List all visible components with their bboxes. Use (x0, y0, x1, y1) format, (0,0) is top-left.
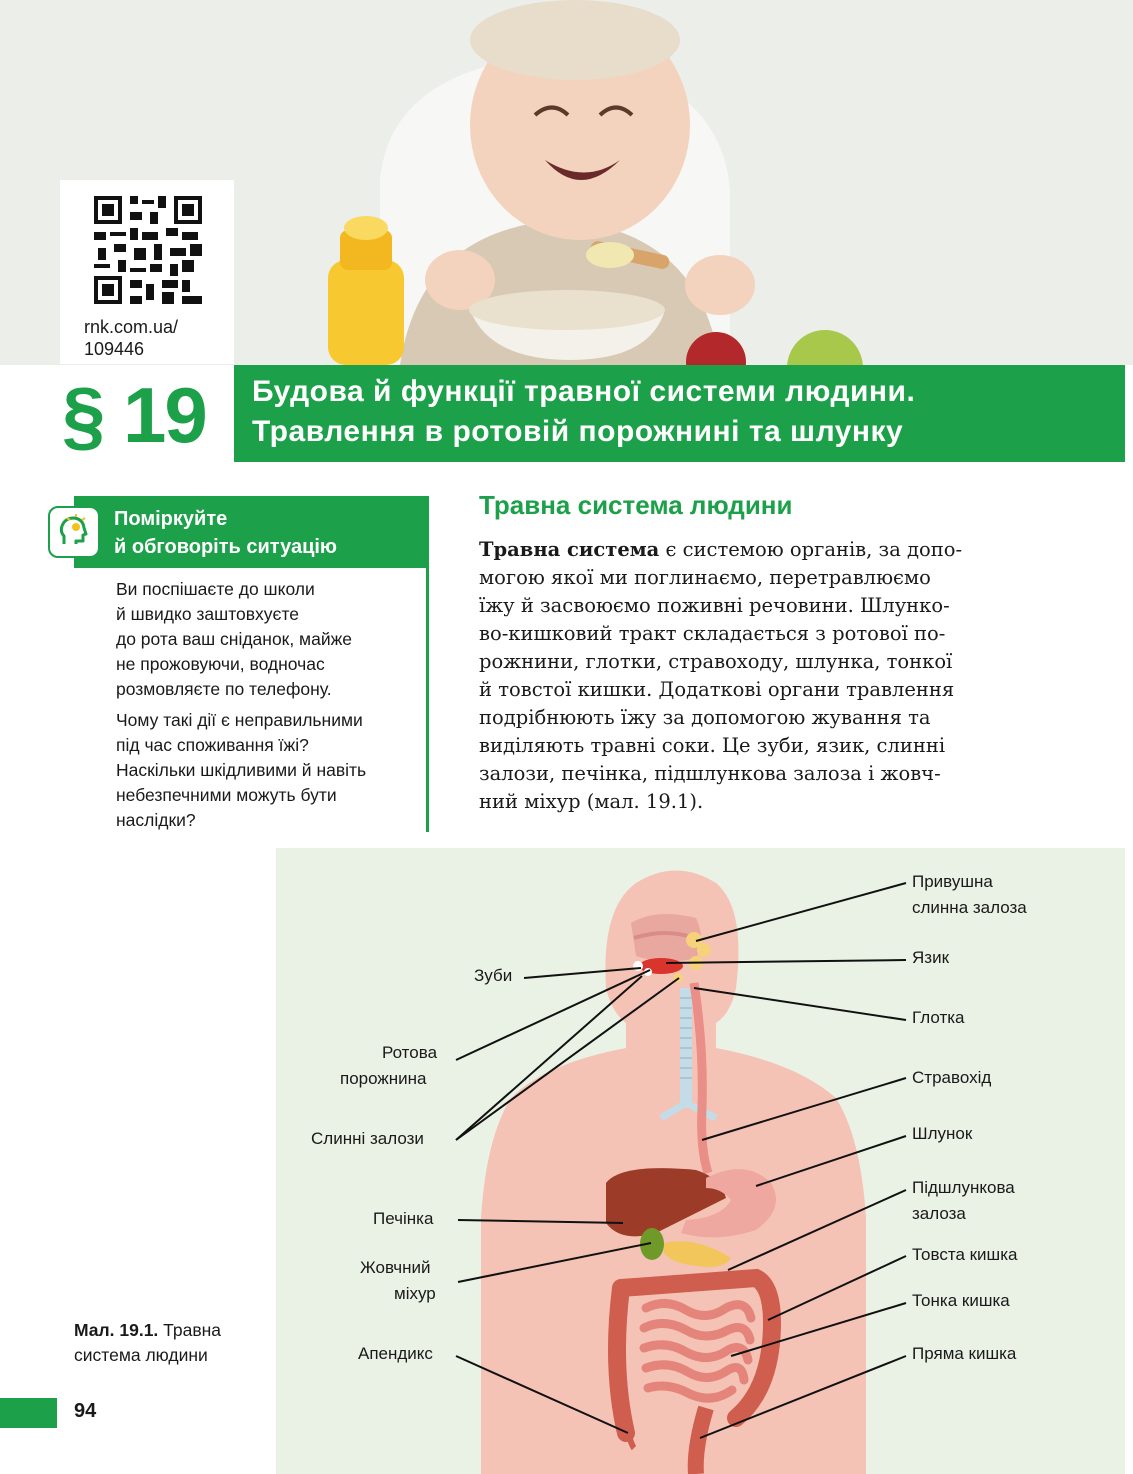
digestive-anatomy-illustration (276, 848, 1125, 1474)
section-title-line1: Будова й функції травної системи людини. (252, 375, 916, 408)
discussion-question-line: небезпечними можуть бути (116, 785, 337, 805)
caption-label: Мал. 19.1. (74, 1320, 159, 1340)
label-parotid-line2: слинна залоза (912, 898, 1027, 917)
label-mouth-line2: порожнина (340, 1069, 427, 1088)
label-mouth-line1: Ротова (382, 1043, 438, 1062)
label-pancreas-line1: Підшлункова (912, 1178, 1015, 1197)
label-liver: Печінка (373, 1209, 434, 1228)
section-title-bar (234, 365, 1125, 462)
label-gallbladder-line2: міхур (394, 1284, 436, 1303)
caption-text-line1: Травна (163, 1320, 222, 1340)
qr-url[interactable] (84, 316, 178, 360)
discussion-question-line: наслідки? (116, 810, 196, 830)
label-stomach: Шлунок (912, 1124, 973, 1143)
discussion-text-line: й швидко заштовхуєте (116, 604, 300, 624)
qr-url-line2: 109446 (84, 339, 145, 359)
body-term: Травна система (479, 538, 660, 561)
discussion-heading-line2: й обговоріть ситуацію (114, 536, 337, 558)
label-pharynx: Глотка (912, 1008, 965, 1027)
body-line: виділяють травні соки. Це зуби, язик, слинні (479, 734, 946, 757)
discussion-icon (48, 506, 100, 558)
discussion-question-line: Чому такі дії є неправильними (116, 710, 363, 730)
label-appendix: Апендикс (358, 1344, 433, 1363)
section-number: § 19 (62, 371, 206, 459)
discussion-text-line: Ви поспішаєте до школи (116, 579, 315, 599)
label-salivary-glands: Слинні залози (311, 1129, 424, 1148)
body-line: ний міхур (мал. 19.1). (479, 790, 704, 813)
label-teeth: Зуби (474, 966, 513, 985)
discussion-question-line: Наскільки шкідливими й навіть (116, 760, 367, 780)
label-parotid-line1: Привушна (912, 872, 993, 891)
discussion-text-line: не прожовуючи, водночас (116, 654, 325, 674)
label-small-intestine: Тонка кишка (912, 1291, 1010, 1310)
label-tongue: Язик (912, 948, 950, 967)
body-line: залози, печінка, підшлункова залоза і жовч- (479, 762, 941, 785)
discussion-text-line: до рота ваш сніданок, майже (116, 629, 353, 649)
body-line: рожнини, глотки, стравоходу, шлунка, тонкої (479, 650, 953, 673)
body-line: й товстої кишки. Додаткові органи травлення (479, 678, 955, 701)
label-rectum: Пряма кишка (912, 1344, 1017, 1363)
discussion-heading-line1: Поміркуйте (114, 508, 228, 530)
discussion-question-line: під час споживання їжі? (116, 735, 309, 755)
discussion-text-line: розмовляєте по телефону. (116, 679, 332, 699)
body-line: подрібнюють їжу за допомогою жування та (479, 706, 931, 729)
thinking-head-icon (50, 508, 98, 556)
body-line: Травна система є системою органів, за допо- (479, 538, 963, 561)
body-line: їжу й засвоюємо поживні речовини. Шлунко- (479, 594, 950, 617)
discussion-header (74, 496, 428, 568)
body-line: во-кишковий тракт складається з ротової по- (479, 622, 946, 645)
subsection-heading: Травна система людини (479, 490, 793, 520)
section-title-line2: Травлення в ротовій порожнині та шлунку (252, 415, 904, 448)
label-esophagus: Стравохід (912, 1068, 992, 1087)
caption-text-line2: система людини (74, 1345, 208, 1365)
body-line: могою якої ми поглинаємо, перетравлюємо (479, 566, 931, 589)
qr-url-line1: rnk.com.ua/ (84, 317, 179, 337)
discussion-divider (426, 496, 429, 832)
qr-code-icon[interactable] (94, 196, 202, 304)
page-number-bar (0, 1398, 57, 1428)
label-large-intestine: Товста кишка (912, 1245, 1018, 1264)
figure-caption (74, 1318, 221, 1368)
digestive-system-figure (276, 848, 1125, 1474)
discussion-box (48, 496, 428, 832)
label-gallbladder-line1: Жовчний (360, 1258, 431, 1277)
qr-box (60, 180, 234, 364)
label-pancreas-line2: залоза (912, 1204, 966, 1223)
page-number: 94 (74, 1400, 97, 1422)
